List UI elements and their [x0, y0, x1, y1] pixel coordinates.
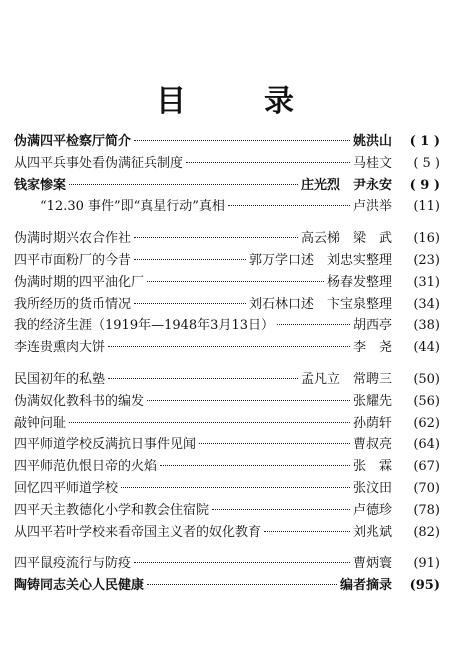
toc-entry[interactable]	[14, 130, 440, 152]
toc-entry[interactable]	[14, 390, 440, 412]
entry-title: 从四平兵事处看伪满征兵制度	[14, 155, 184, 171]
entry-title: 伪满时期兴农合作社	[14, 231, 132, 247]
entry-title: 李连贵熏肉大饼	[14, 340, 106, 356]
leader-dots	[277, 324, 350, 325]
entry-page: (56)	[413, 393, 440, 409]
entry-page: ( 1 )	[409, 134, 440, 149]
leader-dots	[147, 400, 350, 401]
toc-entry[interactable]	[14, 293, 440, 315]
entry-author: 卢洪举	[352, 199, 392, 215]
leader-dots	[108, 346, 350, 347]
entry-title: 陶铸同志关心人民健康	[14, 578, 145, 594]
entry-title: 钱家惨案	[14, 177, 67, 193]
leader-dots	[160, 465, 350, 466]
entry-author: 姚洪山	[352, 134, 392, 149]
leader-dots	[69, 184, 298, 185]
toc-entry[interactable]	[14, 433, 440, 455]
leader-dots	[134, 303, 246, 304]
toc-entry[interactable]	[14, 152, 440, 174]
toc-group	[14, 227, 440, 358]
entry-page: (91)	[413, 556, 440, 572]
leader-dots	[121, 487, 350, 488]
toc-entry[interactable]	[14, 195, 440, 217]
leader-dots	[108, 378, 298, 379]
leader-dots	[212, 509, 350, 510]
entry-author: 刘兆斌	[352, 524, 392, 540]
entry-title: 四平鼠疫流行与防疫	[14, 556, 132, 572]
entry-title: 四平师范仇恨日帝的火焰	[14, 459, 158, 475]
toc-entry[interactable]	[14, 499, 440, 521]
entry-title: 民国初年的私塾	[14, 371, 106, 387]
entry-page: (95)	[409, 578, 440, 594]
entry-author: 庄光烈 尹永安	[300, 177, 392, 193]
entry-title: 伪满时期的四平油化厂	[14, 274, 145, 290]
toc-entry[interactable]	[14, 521, 440, 543]
entry-author: 编者摘录	[339, 578, 392, 594]
entry-title: 我所经历的货币情况	[14, 296, 132, 312]
toc-entry[interactable]	[14, 227, 440, 249]
entry-author: 曹炳寰	[352, 556, 392, 572]
entry-title: 从四平若叶学校来看帝国主义者的奴化教育	[14, 524, 262, 540]
entry-author: 孟凡立 常聘三	[300, 371, 392, 387]
leader-dots	[147, 584, 337, 585]
leader-dots	[69, 422, 350, 423]
entry-title: 敲钟问耻	[14, 415, 67, 431]
entry-author: 刘石林口述 卞宝泉整理	[248, 296, 392, 312]
entry-page: (16)	[413, 231, 440, 247]
table-of-contents	[14, 130, 440, 606]
leader-dots	[134, 259, 246, 260]
entry-page: ( 5 )	[413, 155, 440, 171]
entry-author: 郭万学口述 刘忠实整理	[248, 252, 392, 268]
entry-page: (23)	[413, 252, 440, 268]
entry-page: (31)	[413, 274, 440, 290]
entry-page: ( 9 )	[409, 177, 440, 193]
leader-dots	[199, 443, 350, 444]
entry-page: (34)	[413, 296, 440, 312]
entry-author: 高云梯 梁 武	[300, 231, 392, 247]
entry-page: (44)	[413, 340, 440, 356]
toc-group	[14, 130, 440, 217]
entry-title: 四平师道学校反满抗日事件见闻	[14, 437, 197, 453]
page-title: 目 录	[156, 84, 318, 119]
toc-entry[interactable]	[14, 368, 440, 390]
entry-page: (78)	[413, 502, 440, 518]
leader-dots	[186, 162, 350, 163]
entry-page: (50)	[413, 371, 440, 387]
entry-title: “12.30 事件”即“真星行动”真相	[40, 199, 225, 215]
toc-entry[interactable]	[14, 249, 440, 271]
entry-page: (11)	[413, 199, 440, 215]
toc-entry[interactable]	[14, 314, 440, 336]
entry-page: (38)	[413, 318, 440, 334]
entry-page: (70)	[413, 480, 440, 496]
toc-entry[interactable]	[14, 174, 440, 196]
entry-author: 卢德珍	[352, 502, 392, 518]
toc-entry[interactable]	[14, 574, 440, 596]
toc-group	[14, 368, 440, 542]
entry-page: (67)	[413, 459, 440, 475]
entry-page: (62)	[413, 415, 440, 431]
entry-author: 杨春发整理	[326, 274, 392, 290]
entry-title: 我的经济生涯（1919年—1948年3月13日）	[14, 318, 274, 334]
toc-entry[interactable]	[14, 455, 440, 477]
toc-group	[14, 552, 440, 596]
toc-entry[interactable]	[14, 271, 440, 293]
leader-dots	[134, 237, 298, 238]
entry-author: 曹叔亮	[352, 437, 392, 453]
leader-dots	[228, 205, 350, 206]
entry-author: 马桂文	[352, 155, 392, 171]
entry-author: 李 尧	[352, 340, 392, 356]
entry-page: (64)	[413, 437, 440, 453]
leader-dots	[147, 281, 324, 282]
entry-title: 伪满四平检察厅简介	[14, 134, 132, 149]
toc-entry[interactable]	[14, 477, 440, 499]
entry-title: 伪满奴化教科书的编发	[14, 393, 145, 409]
toc-entry[interactable]	[14, 336, 440, 358]
entry-title: 四平市面粉厂的今昔	[14, 252, 132, 268]
toc-entry[interactable]	[14, 552, 440, 574]
entry-author: 胡西亭	[352, 318, 392, 334]
entry-page: (82)	[413, 524, 440, 540]
entry-title: 四平天主教德化小学和教会住宿院	[14, 502, 210, 518]
leader-dots	[264, 531, 350, 532]
entry-title: 回忆四平师道学校	[14, 480, 119, 496]
toc-entry[interactable]	[14, 412, 440, 434]
entry-author: 张汶田	[352, 480, 392, 496]
entry-author: 孙荫轩	[352, 415, 392, 431]
entry-author: 张耀先	[352, 393, 392, 409]
leader-dots	[134, 562, 350, 563]
entry-author: 张 霖	[352, 459, 392, 475]
leader-dots	[134, 140, 350, 141]
